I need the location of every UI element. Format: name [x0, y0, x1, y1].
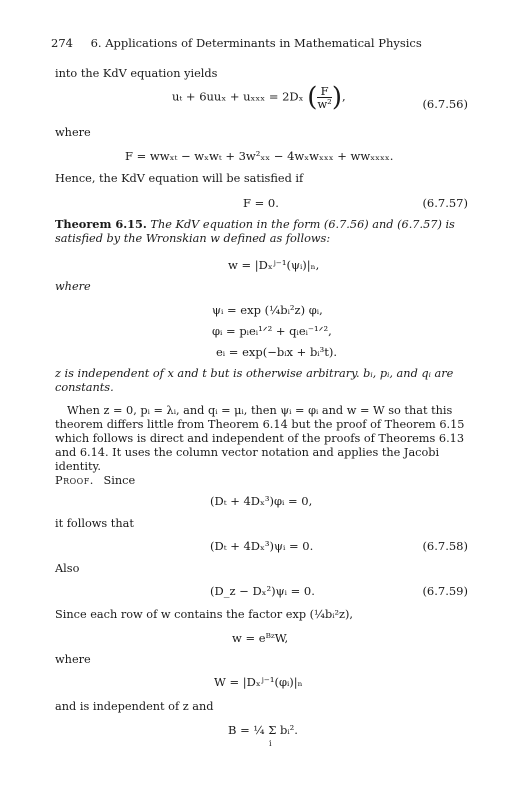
W-definition: W = |Dₓʲ⁻¹(φᵢ)|ₙ: [214, 675, 303, 689]
proof-label: Proof.: [55, 474, 94, 487]
hence-text: Hence, the KdV equation will be satisfied if: [55, 172, 304, 185]
eq57-number: (6.7.57): [422, 196, 468, 210]
proof-since: Since: [103, 474, 136, 487]
running-title: 6. Applications of Determinants in Mathematical Physics: [90, 36, 422, 50]
running-header: [51, 36, 422, 50]
paragraph-1: When z = 0, pᵢ = λᵢ, and qᵢ = μᵢ, then ψᵢ = φᵢ and w = W so that this theorem differs little from Theorem 6.14 but the proof of Theorem 6.15 which follows is direct and independent of the proofs of Theorems 6.13 and 6.14. It uses the column vector notation and applies the Jacobi identity.: [55, 404, 465, 473]
equation-6-7-59: (D_z − Dₓ²)ψᵢ = 0.: [210, 584, 315, 598]
eq59-number: (6.7.59): [422, 584, 468, 598]
eq58-number: (6.7.58): [422, 539, 468, 553]
B-sum-subscript: i: [269, 739, 272, 748]
where-text-1: where: [55, 126, 91, 139]
page-number: 274: [51, 36, 73, 50]
eq56-number: (6.7.56): [422, 97, 468, 111]
w-eBz-equation: w = eᴮᶻW,: [232, 631, 289, 645]
since-each-row-text: Since each row of w contains the factor exp (¼bᵢ²z),: [55, 608, 353, 621]
f-definition: F = wwₓₜ − wₓwₜ + 3w²ₓₓ − 4wₓwₓₓₓ + wwₓₓₓₓ.: [125, 149, 394, 163]
psi-definition: ψᵢ = exp (¼bᵢ²z) φᵢ,: [212, 303, 323, 317]
w-definition: w = |Dₓʲ⁻¹(ψᵢ)|ₙ,: [228, 258, 320, 272]
independent-z-text: and is independent of z and: [55, 700, 214, 713]
independent-text: z is independent of x and t but is otherwise arbitrary. bᵢ, pᵢ, and qᵢ are constants.: [55, 367, 454, 394]
equation-6-7-56: uₜ + 6uuₓ + uₓₓₓ = 2Dₓ ( $\frac{F}{\text{w²}}$ ),: [172, 82, 346, 113]
equation-6-7-57: F = 0.: [243, 196, 279, 210]
follows-text: it follows that: [55, 517, 134, 530]
proof-line: [55, 474, 135, 488]
where-text-2: where: [55, 280, 91, 293]
eq56-lhs: uₜ + 6uuₓ + uₓₓₓ = 2Dₓ: [172, 89, 304, 104]
equation-6-7-58: (Dₜ + 4Dₓ³)ψᵢ = 0.: [210, 539, 314, 553]
proof-equation: (Dₜ + 4Dₓ³)φᵢ = 0,: [210, 494, 313, 508]
eq56-denominator: w²: [317, 97, 332, 111]
eq56-comma: ,: [341, 89, 346, 104]
where-text-3: where: [55, 653, 91, 666]
theorem-label: Theorem 6.15.: [55, 217, 147, 231]
B-definition: B = ¼ Σ bᵢ².: [228, 723, 298, 737]
phi-definition: φᵢ = pᵢeᵢ¹ᐟ² + qᵢeᵢ⁻¹ᐟ²,: [212, 324, 332, 338]
e-definition: eᵢ = exp(−bᵢx + bᵢ³t).: [216, 345, 337, 359]
theorem-6-15: [55, 217, 472, 246]
intro-text: into the KdV equation yields: [55, 67, 218, 80]
eq56-numerator: F: [317, 85, 331, 98]
eq56-fraction: [317, 85, 331, 110]
also-text: Also: [55, 562, 80, 575]
theorem-statement: The KdV equation in the form (6.7.56) and (6.7.57) is satisfied by the Wronskian w defined as follows:: [55, 218, 455, 245]
